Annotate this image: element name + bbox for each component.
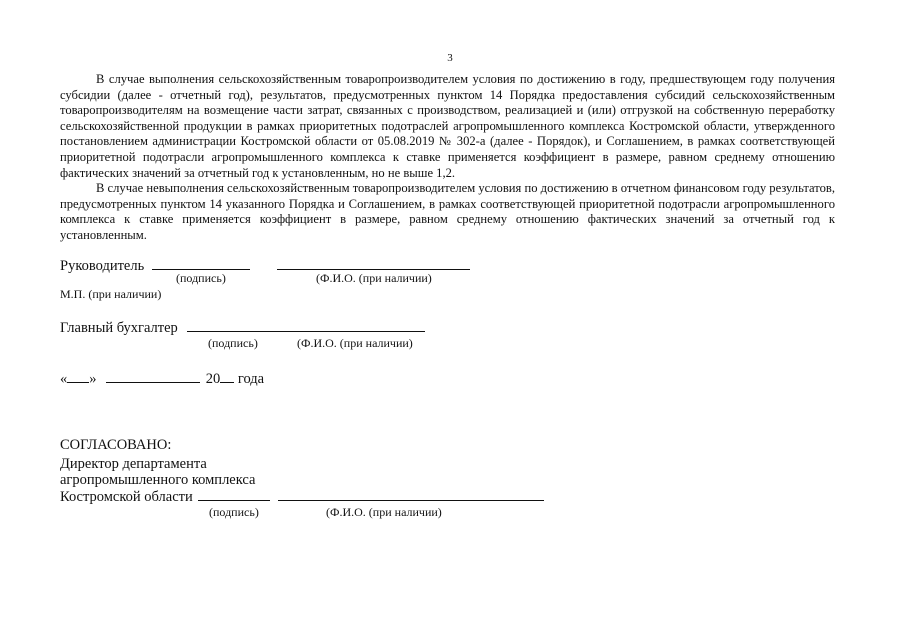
date-year-suffix: года [237, 371, 265, 387]
accountant-caption-name: (Ф.И.О. (при наличии) [297, 336, 413, 350]
accountant-caption-sign: (подпись) [208, 336, 258, 350]
body-text [60, 72, 835, 244]
page-number: 3 [447, 52, 453, 64]
paragraph-fulfillment: В случае выполнения сельскохозяйственным товаропроизводителем условия по достижению в году, предшествующем году получения субсидии (далее - отчетный год), результатов, предусмотренных пунктом 14 Порядка предоставления субсидий сельскохозяйственным товаропроизводителям на возмещение части затрат, связанных с производством, реализацией и (или) отгрузкой на собственную переработку сельскохозяйственной продукции в рамках приоритетных подотраслей агропромышленного комплекса Костромской области, утвержденного постановлением администрации Костромской области от 05.08.2019 № 302-а (далее - Порядок), и Соглашением, в рамках соответствующей приоритетной подотрасли агропромышленного комплекса к ставке применяется коэффициент в размере, равном среднему отношению фактических значений за отчетный год к установленным, но не выше 1,2. [60, 72, 835, 180]
approval-heading: СОГЛАСОВАНО: [60, 437, 172, 453]
head-label: Руководитель [60, 258, 145, 274]
approval-caption-name: (Ф.И.О. (при наличии) [326, 505, 442, 519]
approval-signature-line [60, 488, 544, 507]
head-sign-blank [152, 257, 250, 270]
approval-line-1: Директор департамента [60, 456, 207, 472]
approval-name-blank [278, 488, 544, 501]
date-year-prefix: 20 [205, 371, 221, 387]
approval-sign-blank [198, 488, 270, 501]
head-name-blank [277, 257, 470, 270]
approval-caption-sign: (подпись) [209, 505, 259, 519]
date-close-quote: » [89, 371, 97, 387]
accountant-signature-line [60, 319, 425, 337]
date-day-blank [67, 370, 89, 383]
approval-line-3: Костромской области [60, 489, 193, 505]
head-caption-name: (Ф.И.О. (при наличии) [316, 271, 432, 285]
date-month-blank [106, 370, 200, 383]
stamp-place-label: М.П. (при наличии) [60, 287, 162, 301]
head-caption-sign: (подпись) [176, 271, 226, 285]
date-year-blank [220, 370, 234, 383]
accountant-blank [187, 319, 425, 332]
date-line [60, 370, 264, 388]
paragraph-nonfulfillment: В случае невыполнения сельскохозяйственным товаропроизводителем условия по достижению в отчетном финансовом году результатов, предусмотренных пунктом 14 указанного Порядка и Соглашением, в рамках соответствующей приоритетной подотрасли агропромышленного комплекса к ставке применяется коэффициент в размере, равном среднему отношению фактических значений за отчетный год к установленным. [60, 181, 835, 242]
date-open-quote: « [60, 371, 68, 387]
accountant-label: Главный бухгалтер [60, 320, 178, 336]
approval-line-2: агропромышленного комплекса [60, 472, 256, 488]
